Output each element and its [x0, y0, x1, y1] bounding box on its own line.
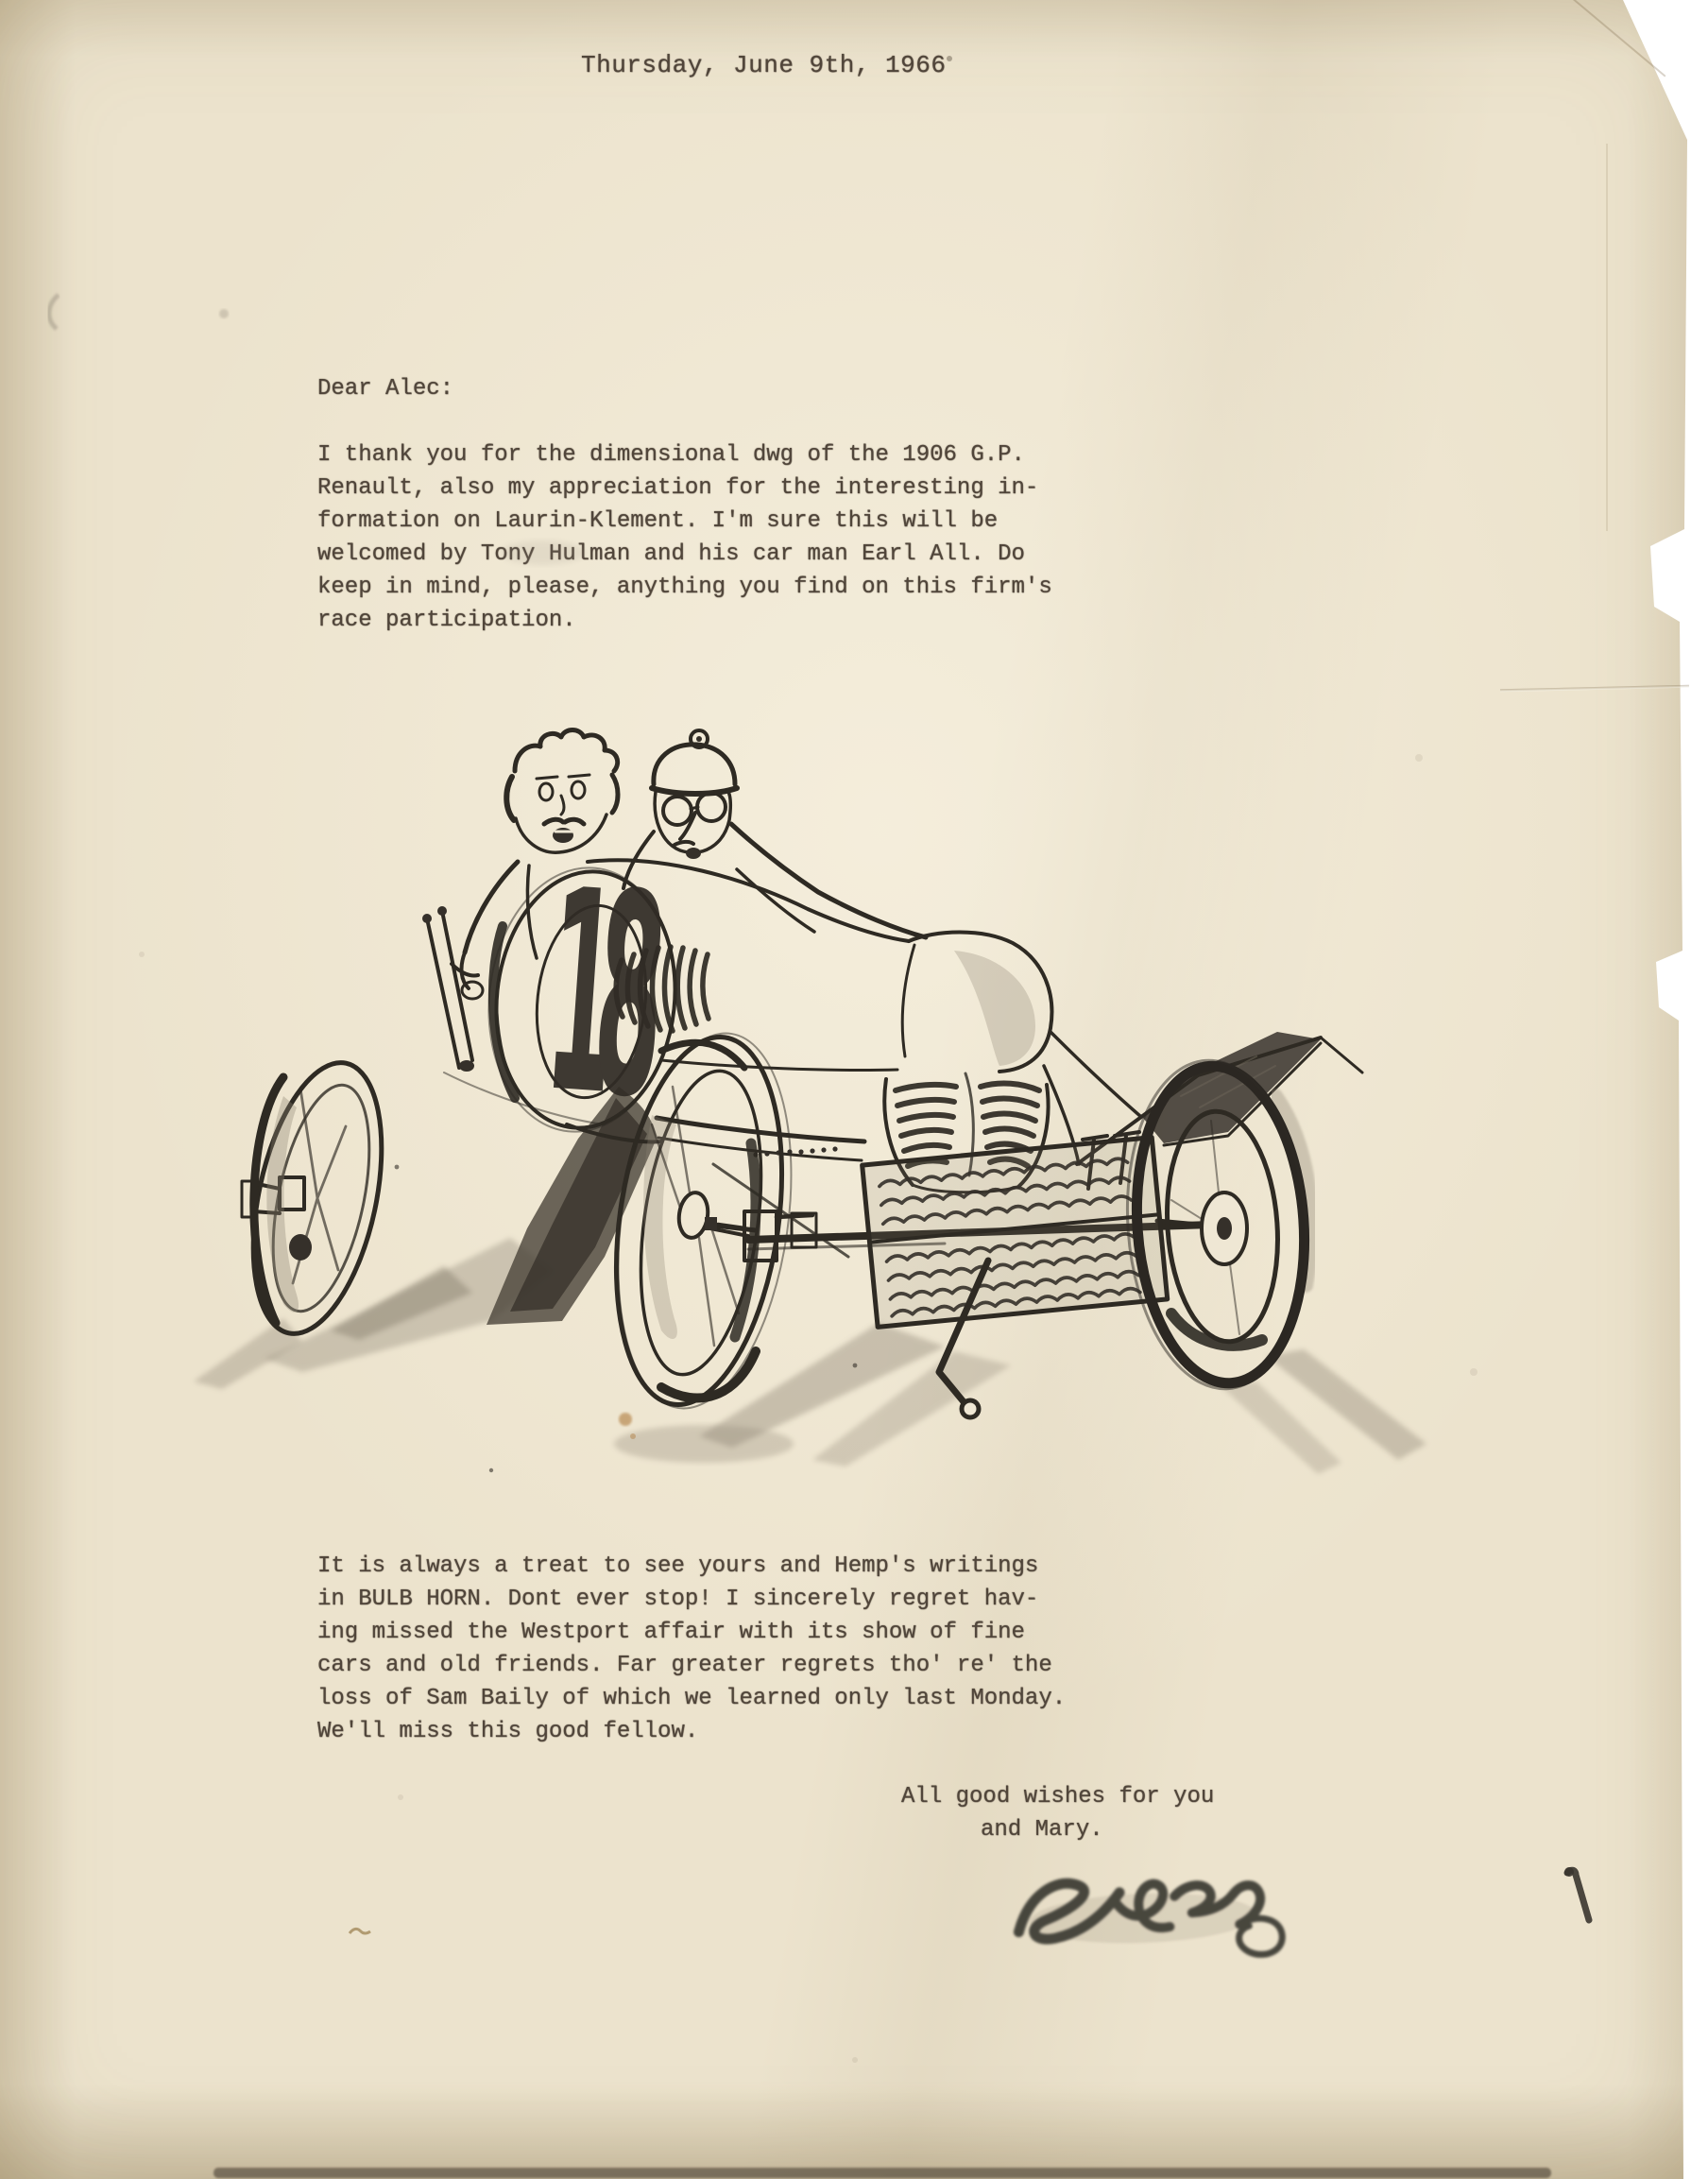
closing-line: All good wishes for you — [901, 1784, 1215, 1810]
letter-line: keep in mind, please, anything you find on this firm's — [317, 575, 1052, 600]
letter-line: We'll miss this good fellow. — [317, 1719, 699, 1744]
left-wheel — [231, 1051, 403, 1345]
letter-line: in BULB HORN. Dont ever stop! I sincerely regret hav- — [317, 1587, 1039, 1612]
letter-date: Thursday, June 9th, 1966 — [581, 51, 947, 79]
letter-line: cars and old friends. Far greater regrets tho' re' the — [317, 1653, 1052, 1678]
letter-line: I thank you for the dimensional dwg of the 1906 G.P. — [317, 442, 1025, 468]
pencil-shadows — [194, 540, 1426, 1474]
letter-line: Renault, also my appreciation for the interesting in- — [317, 475, 1039, 501]
letter-line: formation on Laurin-Klement. I'm sure this will be — [317, 508, 999, 534]
finned-gearbox — [863, 1138, 1168, 1328]
closing-line: and Mary. — [981, 1817, 1103, 1843]
salutation: Dear Alec: — [317, 376, 454, 402]
car-number: 18 — [538, 830, 656, 1159]
signature-scrawl — [1017, 1876, 1283, 1963]
letter-line: ing missed the Westport affair with its show of fine — [317, 1620, 1025, 1645]
letter-line: welcomed by Tony Hulman and his car man Earl All. Do — [317, 541, 1025, 567]
letter-line: loss of Sam Baily of which we learned only last Monday. — [317, 1686, 1067, 1711]
letter-line: It is always a treat to see yours and Hemp's writings — [317, 1553, 1039, 1579]
mechanic-figure — [623, 730, 926, 937]
letter-line: race participation. — [317, 608, 576, 633]
paper-blemishes — [49, 56, 1589, 2063]
